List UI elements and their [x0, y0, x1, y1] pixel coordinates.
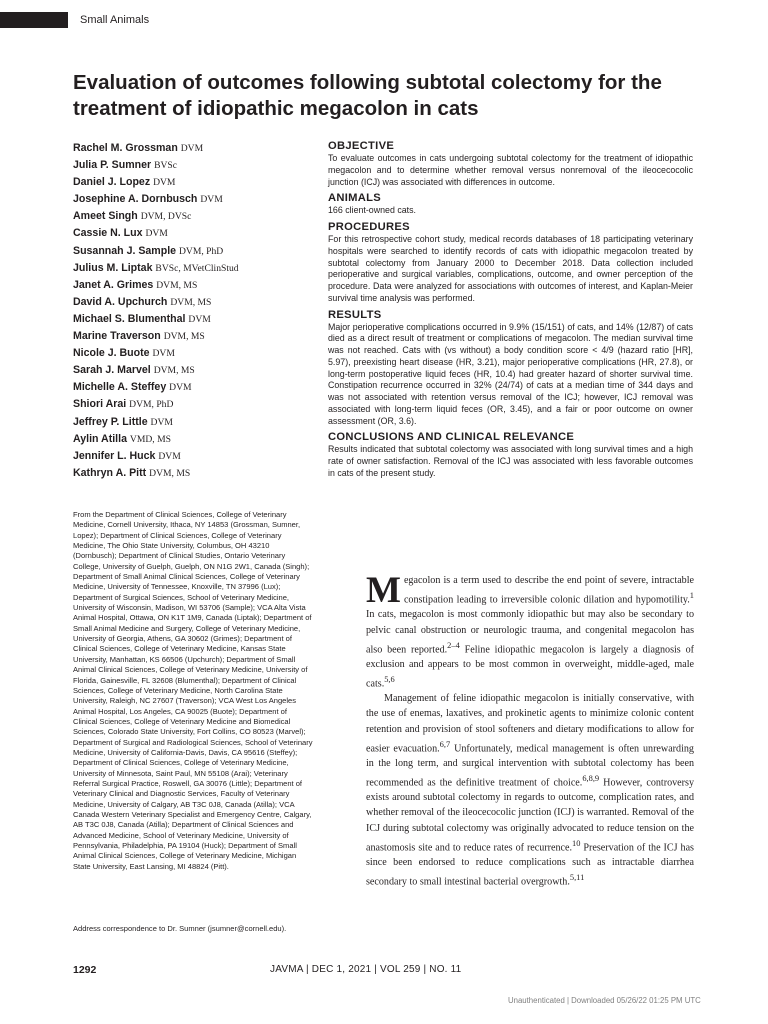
affiliations: From the Department of Clinical Sciences, College of Veterinary Medicine, Cornell University, Ithaca, NY 14853 (Grossman, Sumner, Lopez); Department of Clinical Sciences, College of Veterinary Medicine, The Ohio State University, Columbus, OH 43210 (Dornbusch); Department of Clinical Studies, Ontario Veterinary College, University of Guelph, Guelph, ON N1G 2W1, Canada (Singh); Department of Small Animal Clinical Sciences, College of Veterinary Medicine, University of Tennessee, Knoxville, TN 37996 (Lux); Department of Surgical Sciences, School of Veterinary Medicine, University of Wisconsin, Madison, WI 53706 (Sample); VCA Alta Vista Animal Hospital, Ottawa, ON K1T 1M9, Canada (Liptak); Department of Small Animal Medicine and Surgery, College of Veterinary Medicine, University of Georgia, Athens, GA 30602 (Grimes); Department of Clinical Sciences, College of Veterinary Medicine, Kansas State University, Manhattan, KS 66506 (Upchurch); Department of Small Animal Clinical Sciences, College of Veterinary Medicine, University of Florida, Gainesville, FL 32608 (Blumenthal); Department of Clinical Sciences, College of Veterinary Medicine, North Carolina State University, Raleigh, NC 27607 (Traverson); VCA West Los Angeles Animal Hospital, Los Angeles, CA 90025 (Buote); Department of Clinical Sciences, College of Veterinary Medicine and Biomedical Sciences, Colorado State University, Fort Collins, CO 80523 (Marvel); Department of Surgical and Radiological Sciences, School of Veterinary Medicine, University of California-Davis, Davis, CA 95616 (Steffey); Department of Clinical Sciences, College of Veterinary Medicine, University of Minnesota, Saint Paul, MN 55108 (Arai); Veterinary Referral Surgical Practice, Roswell, GA 30076 (Little); Department of Veterinary Clinical and Diagnostic Services, Faculty of Veterinary Medicine, University of Calgary, AB T3C 0J8, Canada (Atilla); VCA Canada Western Veterinary Specialist and Emergency Centre, Calgary, AB T3C 0J8, Canada (Atilla); Department of Clinical Sciences and Advanced Medicine, School of Veterinary Medicine, University of Pennsylvania, Philadelphia, PA 19104 (Huck); Department of Small Animal Clinical Sciences, College of Veterinary Medicine, Michigan State University, East Lansing, MI 48824 (Pitt).: [73, 510, 313, 871]
reference-superscript: 5,11: [569, 873, 585, 882]
results-text: Major perioperative complications occurred in 9.9% (15/151) of cats, and 14% (12/87) of cats died as a direct result of treatment or complications of megacolon. The median survival time was not reached. Cats with (vs without) a body condition score < 4/9 (hazard ratio [HR], 5.97), preexisting heart disease (HR, 3.21), major perioperative complications (HR, 27.8), or long-term postoperative liquid feces (HR, 10.4) had greater hazard of shorter survival time. Constipation recurrence occurred in 32% (24/74) of cats at a median time of 344 days and was not associated with retention versus removal of the ICJ; however, ICJ removal was associated with long-term liquid feces (OR, 3.45), and a fair or poor outcome on owner assessment (OR, 3.6).: [328, 321, 693, 426]
body-paragraph: Management of feline idiopathic megacolon is initially conservative, with the use of enemas, laxatives, and prokinetic agents to minimize colonic content retention and provision of stool softeners and dietary modifications to allow for easier evacuation.$^{6,7}$ Unfortunately, medical management is often unrewarding in the long term, and surgical intervention with subtotal colectomy has been recommended as the definitive treatment of choice.$^{6,8,9}$ However, controversy exists around subtotal colectomy in regards to outcome, complication rates, and whether removal of the ileocecocolic junction (ICJ) is warranted. Removal of the ICJ during subtotal colectomy was originally advocated to reduce tension on the anastomosis site and to reduce rates of recurrence.$^{10}$ Preservation of the ICJ has since been endorsed to reduce complications such as intractable diarrhea secondary to small intestinal bacterial overgrowth.$^{5,11}$: [366, 693, 694, 888]
author-item: Julius M. Liptak BVSc, MVetClinStud: [73, 261, 239, 274]
body-paragraph: Megacolon is a term used to describe the end point of severe, intractable constipation leading to irreversible colonic dilation and hypomotility.$^1$ In cats, megacolon is most commonly idiopathic but may also be secondary to pelvic canal obstruction or neurologic trauma, and congenital megacolon has also been reported.$^{2-4}$ Feline idiopathic megacolon is largely a diagnosis of exclusion and appears to be most common in overweight, middle-aged, male cats.$^{5,6}$: [366, 570, 694, 690]
correspondence: Address correspondence to Dr. Sumner (jsumner@cornell.edu).: [73, 924, 287, 933]
drop-cap: M: [366, 570, 401, 611]
animals-text: 166 client-owned cats.: [328, 205, 416, 216]
body-text: [366, 570, 694, 889]
author-item: Cassie N. Lux DVM: [73, 227, 168, 240]
author-item: Jeffrey P. Little DVM: [73, 415, 173, 428]
author-item: Jennifer L. Huck DVM: [73, 449, 181, 462]
reference-superscript: 6,8,9: [582, 774, 600, 783]
author-list: [73, 140, 313, 482]
author-item: Aylin Atilla VMD, MS: [73, 432, 171, 445]
conclusions-text: Results indicated that subtotal colectomy was associated with long survival times and a high rate of owner satisfaction. Removal of the ICJ was associated with less favorable outcomes in cats of the present study.: [328, 444, 693, 478]
section-tag-bar: [0, 12, 68, 28]
journal-footer: JAVMA | DEC 1, 2021 | VOL 259 | NO. 11: [270, 964, 462, 975]
author-item: Kathryn A. Pitt DVM, MS: [73, 466, 191, 479]
author-item: David A. Upchurch DVM, MS: [73, 295, 212, 308]
reference-superscript: 5,6: [384, 675, 395, 684]
abstract: [328, 139, 693, 483]
animals-heading: ANIMALS: [328, 192, 382, 205]
download-notice: Unauthenticated | Downloaded 05/26/22 01:25 PM UTC: [508, 996, 701, 1005]
author-item: Sarah J. Marvel DVM, MS: [73, 364, 195, 377]
author-item: Julia P. Sumner BVSc: [73, 159, 177, 172]
author-item: Shiori Arai DVM, PhD: [73, 398, 174, 411]
page-number: 1292: [73, 964, 97, 976]
conclusions-heading: CONCLUSIONS AND CLINICAL RELEVANCE: [328, 431, 575, 444]
author-item: Janet A. Grimes DVM, MS: [73, 278, 198, 291]
author-item: Michael S. Blumenthal DVM: [73, 312, 211, 325]
article-title: Evaluation of outcomes following subtotal colectomy for the treatment of idiopathic megacolon in cats: [73, 71, 662, 120]
author-item: Marine Traverson DVM, MS: [73, 330, 205, 343]
section-tag: [0, 12, 240, 28]
procedures-heading: PROCEDURES: [328, 221, 410, 233]
section-label: Small Animals: [80, 14, 150, 26]
author-item: Nicole J. Buote DVM: [73, 347, 175, 360]
objective-text: To evaluate outcomes in cats undergoing subtotal colectomy for the treatment of idiopathic megacolon and to determine whether removal versus nonremoval of the ileocecocolic junction (ICJ) was associated with differences in outcome.: [328, 153, 693, 187]
author-item: Daniel J. Lopez DVM: [73, 176, 176, 189]
reference-superscript: 10: [572, 838, 581, 848]
reference-superscript: 1: [689, 591, 694, 601]
author-item: Ameet Singh DVM, DVSc: [73, 210, 192, 223]
author-item: Michelle A. Steffey DVM: [73, 381, 192, 394]
reference-superscript: 2–4: [447, 640, 460, 650]
results-heading: RESULTS: [328, 308, 382, 321]
author-item: Rachel M. Grossman DVM: [73, 142, 204, 154]
author-item: Susannah J. Sample DVM, PhD: [73, 244, 224, 257]
reference-superscript: 6,7: [439, 739, 451, 749]
author-item: Josephine A. Dornbusch DVM: [73, 193, 223, 206]
objective-heading: OBJECTIVE: [328, 140, 395, 152]
procedures-text: For this retrospective cohort study, medical records databases of 18 participating veterinary hospitals were searched to identify records of cats with idiopathic megacolon treated by subtotal colectomy from January 2000 to December 2018. Data collection included perioperative and surgical variables, complications, outcome, and owner perception of the procedure. Data were analyzed for associations with outcomes of interest, and Kaplan-Meier survival time analysis was performed.: [328, 234, 693, 303]
